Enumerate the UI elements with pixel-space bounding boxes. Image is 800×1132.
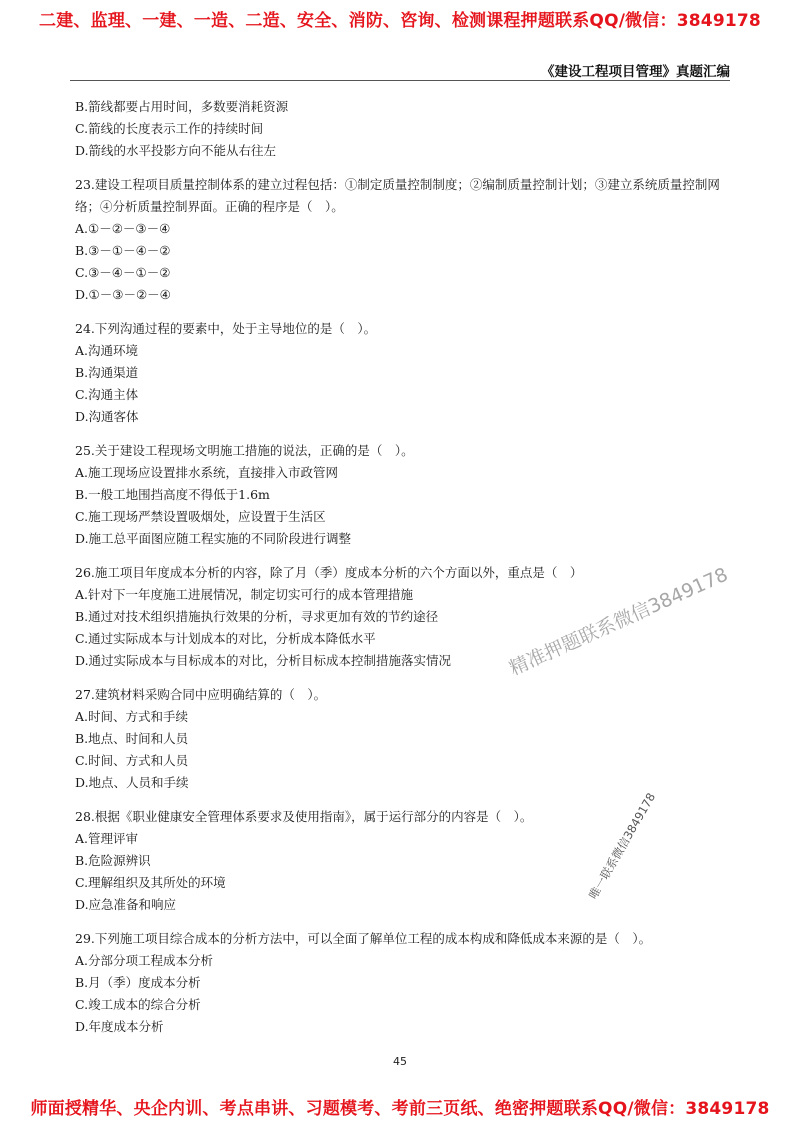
question-stem: 27.建筑材料采购合同中应明确结算的（ ）。 (75, 687, 327, 702)
question-23 (75, 174, 735, 306)
question-content (75, 96, 735, 1038)
option: C.理解组织及其所处的环境 (75, 875, 226, 890)
bottom-promo-banner: 师面授精华、央企内训、考点串讲、习题模考、考前三页纸、绝密押题联系QQ/微信：3849178 (30, 1099, 770, 1119)
option: C.施工现场严禁设置吸烟处，应设置于生活区 (75, 509, 326, 524)
option: B.月（季）度成本分析 (75, 975, 201, 990)
option: C.③－④－①－② (75, 265, 171, 280)
question-25 (75, 440, 735, 550)
option: C.箭线的长度表示工作的持续时间 (75, 121, 264, 136)
option: D.通过实际成本与目标成本的对比，分析目标成本控制措施落实情况 (75, 653, 452, 668)
page-number: 45 (393, 1055, 407, 1068)
option: D.年度成本分析 (75, 1019, 164, 1034)
question-29 (75, 928, 735, 1038)
question-24 (75, 318, 735, 428)
option: D.应急准备和响应 (75, 897, 177, 912)
option: A.①－②－③－④ (75, 221, 171, 236)
option: C.竣工成本的综合分析 (75, 997, 201, 1012)
option: D.①－③－②－④ (75, 287, 171, 302)
question-27 (75, 684, 735, 794)
option: A.管理评审 (75, 831, 139, 846)
question-stem: 24.下列沟通过程的要素中，处于主导地位的是（ ）。 (75, 321, 377, 336)
option: B.沟通渠道 (75, 365, 139, 380)
option: A.分部分项工程成本分析 (75, 953, 214, 968)
option: C.沟通主体 (75, 387, 139, 402)
option: D.地点、人员和手续 (75, 775, 189, 790)
option: A.时间、方式和手续 (75, 709, 189, 724)
question-stem: 26.施工项目年度成本分析的内容，除了月（季）度成本分析的六个方面以外，重点是（ ） (75, 565, 583, 580)
watermark-text: 精准押题联系微信3849178 (506, 563, 732, 680)
option: D.施工总平面图应随工程实施的不同阶段进行调整 (75, 531, 352, 546)
option: D.沟通客体 (75, 409, 139, 424)
option: C.通过实际成本与计划成本的对比，分析成本降低水平 (75, 631, 376, 646)
question-stem: 29.下列施工项目综合成本的分析方法中，可以全面了解单位工程的成本构成和降低成本来源的是（ ）。 (75, 931, 652, 946)
option: B.③－①－④－② (75, 243, 171, 258)
option: B.危险源辨识 (75, 853, 151, 868)
option: A.施工现场应设置排水系统，直接排入市政管网 (75, 465, 339, 480)
option: B.地点、时间和人员 (75, 731, 189, 746)
document-header-title: 《建设工程项目管理》真题汇编 (541, 64, 730, 80)
watermark-text: 唯一联系微信3849178 (585, 790, 659, 902)
option: B.一般工地围挡高度不得低于1.6m (75, 487, 270, 502)
option: D.箭线的水平投影方向不能从右往左 (75, 143, 277, 158)
question-stem: 25.关于建设工程现场文明施工措施的说法，正确的是（ ）。 (75, 443, 414, 458)
continuation-options (75, 96, 735, 162)
option: A.沟通环境 (75, 343, 139, 358)
option: B.箭线都要占用时间，多数要消耗资源 (75, 99, 289, 114)
option: A.针对下一年度施工进展情况，制定切实可行的成本管理措施 (75, 587, 414, 602)
header-divider (70, 80, 730, 81)
top-promo-banner: 二建、监理、一建、一造、二造、安全、消防、咨询、检测课程押题联系QQ/微信：3849178 (39, 11, 761, 31)
question-stem: 28.根据《职业健康安全管理体系要求及使用指南》，属于运行部分的内容是（ ）。 (75, 809, 533, 824)
option: C.时间、方式和人员 (75, 753, 189, 768)
option: B.通过对技术组织措施执行效果的分析，寻求更加有效的节约途径 (75, 609, 439, 624)
question-stem: 23.建设工程项目质量控制体系的建立过程包括：①制定质量控制制度；②编制质量控制计划；③建立系统质量控制网络；④分析质量控制界面。正确的程序是（ ）。 (75, 177, 720, 214)
